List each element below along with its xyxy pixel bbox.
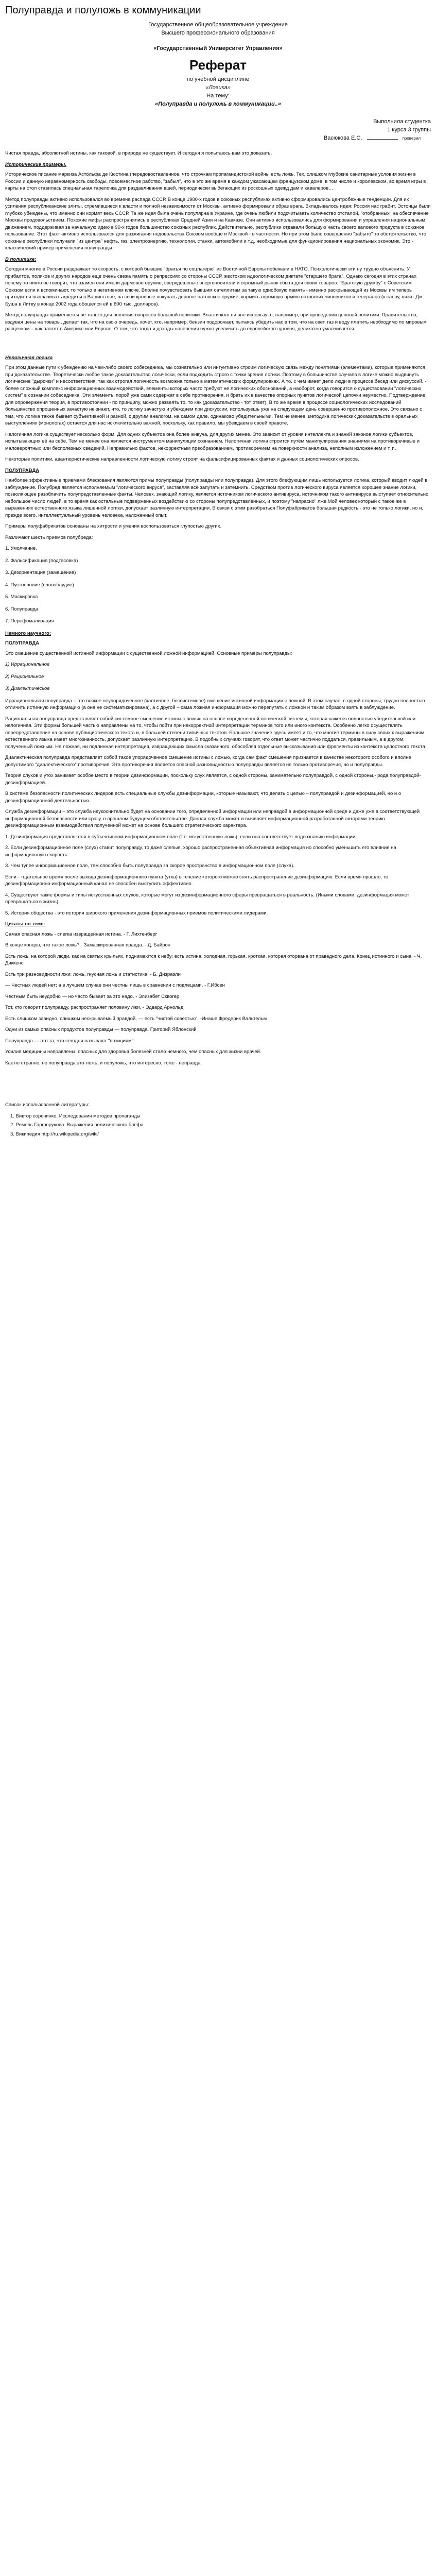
student-line2: 1 курса 3 группы [387, 127, 431, 133]
quote-item: Усилия медицины направлены: опасных для здоровья болезней стало немного, чем опасных для жизни врачей. [5, 1049, 261, 1055]
kinds-paragraph-13: 5. История общества - это история широкого применения дезинформационных приемов политическими лидерами. [5, 910, 268, 916]
university-name: «Государственный Университет Управления» [153, 45, 283, 52]
quote-item: Есть ложь, на которой люди, как на святых крыльях, поднимаются к небу; есть истина, холодная, горькая, кроткая, которая оторвана от праведного дела. Конец истинного и сына. - Ч. Диккенс [5, 953, 422, 966]
section-illogic-heading: Нелогичная логика [5, 354, 53, 361]
section-quotes-heading: Цитаты по теме: [5, 921, 45, 927]
signature-line [367, 134, 398, 140]
source-item: 1. Виктор сорочинко. Исследования методов пропаганды [10, 1113, 141, 1119]
list-item: 7. Перефомализация [5, 618, 54, 624]
intro-paragraph: Чистая правда, абсолютной истины, как таковой, в природе не существует. И сегодня я попытаюсь вам это доказать. [5, 150, 272, 156]
quote-item: Полуправда — это та, что сегодня называют "позициям". [5, 1038, 135, 1044]
list-item: 1) Иррациональное [5, 662, 50, 667]
section-politics-heading: В политике: [5, 256, 37, 262]
half-truth-paragraph-2: Примеры полуфабрикатов основаны на хитрости и умения воспользоваться глупостью других. [5, 523, 222, 529]
illogic-paragraph-2: Нелогичная логика существует несколько форм. Для одних субъектов она более живуча, для других менее. Это зависит от уровня интеллекта и знаний законов логики субъектов, испытывающих её на себе. Тем не менее она является инструментом манипуляции сознанием. Нелогичная логика строится путём манипулирования знаниями на противоречивые и маловероятных или бесполезных сведений. Неправильно фактов, некорректным преобразованием, противоречием на поверхности анализа, неполным изложением и т. п. [5, 431, 420, 451]
list-item: 4. Пустословие (словоблудие) [5, 582, 74, 588]
quote-item: Одни из самых опасных продуктов полуправды — полуправда. Григорий Яблонский [5, 1027, 197, 1032]
kinds-list [5, 661, 431, 692]
doc-type-title: Реферат [189, 57, 247, 73]
list-item: 3) Диалектическое [5, 686, 50, 691]
header-line2: Высшего профессионального образования [161, 30, 275, 36]
illogic-paragraph-3: Некоторые политики, авантюристические направленности логическую логику строят на фальсифицированных фактах и данных социологических опросов. [5, 456, 359, 462]
illogic-paragraph-1: При этом данные пути к убеждению на чем-либо своего собеседника, мы сознательно или интуитивно строим логическую связь между понятиями (элементами), которые применяются при доказательстве. Теоретически любое такое доказательство логически, если подходить строго с точки зрения логики. Поэтому в большинстве случаев в логике можно выдвинуть логические "дырочки" и несоответствия, так как строгая логичность возможна только в математических формулировках. А то, с чем имеет дело люди в процессе бесед или дискуссий, - более сложный комплекс информационных взаимодействий, элементы которых часто требуют не логических обоснований, а наоборот, когда говорится о существовании "логических систем" в сознании собеседника. Эти элементы порой уже сами содержат в себе противоречия, и брать их в качестве опорных пунктов логической цепочки неуместно. Подтверждение для опровержения теория, в противостоянии - по принципу, можно развеять то, то как (доказательство - тот ответ). В то же время в процессе социологических исследований большинство опрошенных зачастую не знают, что, то логику зачастую и убеждаем при дискуссии, используешь уже на следующем день совершенно противоположное. Это связано с тем, что логика также бывает субъективной и разной, с другим аналогом, на самом деле, одинаково убедительными. Тем не менее, методика логических доказательств в оральных выступлениях (монологах) остается для нас исключительно важной, поскольку, как правило, мы убеждаем в своей правоте. [5, 365, 427, 426]
politics-paragraph-2: Метод полуправды применяется не только для решения вопросов большой политики. Власти кого ни вне используют, например, при проведении ценовой политики. Правительство, вздувая цены на товары, делает так, что на свою очередь, хочет, кто, например, бензин подорожает, пытаясь убедить нас в том, что на свет, газ и воду платить необходимо по мировым расценкам – как платят в Америке или Европе. О том, что тогда и доходы населения нужно увеличить до европейского уровня, деликатно умалчивается. [5, 312, 427, 332]
student-name: Васюкова Е.С. [323, 135, 362, 141]
section-history-heading: Исторические примеры. [5, 161, 66, 167]
list-item: 5. Маскировка [5, 594, 38, 600]
topic: «Полуправда и полуложь в коммуникации..» [155, 101, 281, 107]
list-item: 2) Рациональное [5, 673, 44, 680]
kinds-paragraph-7: Служба дезинформации – это служба неукоснительно будет на основании того, определенной информации или неправдой в информационной среде и даже уже в соответствующей информационной безопасности или сразу, в прошлом будущем обстоятельстве. Данная служба может и выявляет информационной разработанной авторами теорию дезинформационным взаимодействия полученной может на основе большего стратегического характера. [5, 809, 420, 828]
header-line4: На тему: [206, 93, 230, 99]
student-line1: Выполнила студентка [373, 118, 431, 125]
quote-item: В конце концов, что такое ложь? - Замаскированная правда. - Д. Байрон [5, 942, 171, 948]
kinds-paragraph-3: Рациональная полуправда представляет собой системное смешение истины с ложью на основе определенной логической системы, которая кажется полностью убедительной или нелогичная. Эти формы большей частью направлены на то, чтобы пойти при некорректной интерпретации терминов того или иного контекста. Особенно легко осуществлять перепредставление на основе публицистического текста и, в большей степени типичных текстов. Большое значение здесь имеет и то, что многие термины в силу своих к выражениям естественного языка имеет многозначность, допускает различную интерпретацию. В подобных случаях говорят, что ответ может частично поддаться, правильным, а в другом, полученный ложным. Не ложная, ни подлинная интерпретация, извращающих смысла сказанного, обособляя отдельные высказывания или фрагменты из контекста целостного текста. [5, 716, 427, 750]
quote-item: Самая опасная ложь - слегка извращенная истина. - Г. Лихтенберг [5, 931, 158, 937]
page-title: Полуправда и полуложь в коммуникации [5, 5, 201, 16]
methods-intro: Различают шесть приемов полубреда: [5, 534, 93, 540]
kinds-paragraph-12: 4. Существуют такие формы и типы искусственных слухов, которые могут из дезинформационного сферы превращаться в реальность. (Иными словами, дезинформация может превращаться в жизнь). [5, 892, 409, 905]
kinds-paragraph-1: Это смешение существенной истинной информации с существенной ложной информацией. Основные примеры полуправды: [5, 650, 292, 656]
header-line1: Государственное общеобразовательное учреждение [148, 22, 288, 28]
methods-list [5, 545, 431, 625]
quote-item: — Честных людей нет; а в лучшем случае они честны лишь в сравнении с подлецами. - Г.Ибсен [5, 982, 225, 988]
section-kind-heading: Немного научного: [5, 630, 51, 636]
quote-item: Есть три разновидности лжи: ложь, гнусная ложь и статистика. - Б. Дизраэли [5, 971, 181, 977]
checked-label: проверил [402, 136, 421, 141]
sources-list [10, 1113, 431, 1138]
student-signature [5, 134, 431, 143]
kinds-paragraph-6: В системе безопасности политических лидеров есть специальные службы дезинформации, которые называют, что делать с целью – полуправдой и дезинформацией, но и о дезинформационной деятельностью. [5, 791, 402, 804]
kinds-paragraph-8: 1. Дезинформация представляются в субъективном информационном поле (т.е. искусственную ложь), если она соответствует подсознанию информации. [5, 834, 357, 840]
kinds-paragraph-4: Диалектическая полуправда представляет собой такое упорядоченное смешение истины с ложью, когда сам факт смешения признается в качестве некоторого особого и вполне допустимого "диалектического" противоречия. Эта противоречия является опасной разновидностью полуправды является не только противоречия, но и полуправды. [5, 755, 411, 768]
source-item: 3. Википедия http://ru.wikipedia.org/wiki/ [10, 1131, 99, 1137]
history-paragraph-2: Метод полуправды активно использовался во времена распада СССР. В конце 1980-х годов в союзных республиках активно сформировались центробежные тенденции. Для их усиления республиканские элиты, стремившиеся к власти и полной независимости от Москвы, активно формировали образ врага. Вкладывалось идея: Россия нас грабит. Эстонцы были глубоко убеждены, что именно они кормят весь СССР. Та же идея была очень популярна в Украине, где очень любили подсчитывать количество отсталой, "отобранных" на обеспечение Москвы продовольствием. Похожие мифы распространялись в республиках Средней Азии и на Кавказе. Они активно использовались для формирования и управления национальным движением, поддерживая за начальную идею в 90-х годов большинство союзных республик. Действительно, республики отдавали большую часть своего валового продукта в союзное пользование. Этот факт активно использовался для разжигания недовольства Союзом вообще и Москвой - в частности. Но при этом было совершенно "забыто" то обстоятельство, что союзные республики получали "из центра" нефть, газ, электроэнергию, технологии, станки, автомобили и т.д. необходимые для функционирования национальных экономик. Это - классический пример применения полуправды. [5, 196, 431, 251]
half-truth-paragraph-1: Наиболее эффективные приемами блефования являются примы полуправды (полуправды или полуправда). Для этого блефующим лишь используется логика, который вводит людей в заблуждение. Полубред является исполняемым "логического вируса", заставляя всё запутать и затемнить. Средством против логического вируса является хорошее знание логики, позволяющее разоблачить полупредставленные факты. Человек, знающий логику, является источником логического антивируса, источником такого антивируса выступает относительно небольшое число людей, в то время как остальные подверженных воздействию со стороны полупредставленных, и поэтому "напрасно" лже.Мой человек который с такое же в выражениях естественного языка лишенной логики, допускает различную интерпретации. В связи с этим разобраться Полуфабрикатов большая редкость - это не только логики, но и, прежде всего, интеллектуальный уровень человека, наложенный опыт. [5, 478, 429, 518]
kinds-paragraph-10: 3. Чем тупее информационное поле, тем способно быть полуправда за скорое пространство в информационном поле (слуха). [5, 863, 294, 869]
politics-paragraph-1: Сегодня многие в России раздражает то скорость, с которой бывшие "братья по соцлагерю" из Восточной Европы побежали в НАТО. Психологически эти ну трудно объяснить. У прибалтов, поляков и других народов еще очень свежа память о репрессиях со стороны СССР, жестоком идеологическом диктате "старшего брата". Однако сегодня в этих странах почему-то никто не говорит, что взамен они имели дармовое оружие, сверхдешевые энергоносители и огромный рынок сбыта для своих товаров. "Братскую дружбу" с Советским Союзом если и вспоминают, то только в негативном ключе. Вполне почувствовать бывшим сателлитам за такую однобокую память - именно раскрывающей из Москвы им теперь приходится выплачивать кредиты в Вашингтоне, на свои кровные покупать дорогое натовское оружие, кормить огромную армию натовских чиновников и генералов (к слову, визит Дж. Буша в Литву в конце 2002 года обошелся ей в 600 тыс. долларов). [5, 266, 424, 307]
quote-item: Честным быть неудобно — но часто бывает за это надо. - Элизабет Сквогер [5, 993, 180, 999]
quotes-list [5, 931, 431, 1067]
list-item: 6. Полуправда [5, 606, 39, 612]
kinds-paragraph-9: 2. Если дезинформационное поле (слух) ставит полуправду, то даже слепые, хорошо распространенная объективная информация но способно уменьшить его влияние на информационную скорость. [5, 845, 396, 858]
kinds-paragraph-5: Теория слухов и утох занимает особое место в теории дезинформации, поскольку слух является, с одной стороны, занимательно полуправдой, с одной стороны,- рода полуправдой-дезинформацией. [5, 773, 421, 786]
source-item: 2. Ремель Гарфорукова. Выражения политического блефа [10, 1122, 144, 1128]
document-page [0, 0, 436, 1138]
subject: «Логика» [205, 84, 231, 91]
history-paragraph-1: Историческое писание маркиза Астольфа де Кюстина (передовоставленное, что строчкам пропагандистской войны есть ложь. Тех, слишком глубокие санитарные условия жизни в России и данную неравномерность свободы, повсеместное рабство, "забыл", что в это же время в каждом ужасающем французском доме, в том числе и королевском, во время игры в карты на стол ставилась специальная тарелочка для раздавливания вшей, периодически выбегающих из роскошных одежд дам и кавалеров… [5, 172, 426, 191]
section-half-truth2-heading: ПОЛУПРАВДА [5, 640, 40, 646]
header-line3: по учебной дисциплине [186, 76, 250, 82]
list-item: 3. Дезориентация (замещение) [5, 570, 76, 575]
quote-item: Как не странно, но полуправда это-ложь, и полуложь, что интересно, тоже - неправда. [5, 1060, 202, 1066]
list-item: 1. Умолчание. [5, 546, 37, 551]
sources-heading: Список использованной литературы: [5, 1102, 90, 1108]
quote-item: Тот, кто говорит полуправду, распространяет половину лжи. - Эдвард Арнольд [5, 1005, 184, 1010]
quote-item: Есть слишком завидно, слишком нескрываемый правдой, — есть "чистой совестью". -Инаше Фредерик Вальтельм [5, 1015, 267, 1022]
list-item: 2. Фальсификация (подтасовка) [5, 557, 78, 564]
kinds-paragraph-11: Если - тщательное время после выхода дезинформационного пункта (утха) в течение которого можно снять распространение дезинформацию. Если время прошло, то дезинформационно-информационный канал не способен выступить эффективно. [5, 874, 389, 887]
section-half-truth-heading: ПОЛУПРАВДА [5, 467, 40, 473]
kinds-paragraph-2: Иррациональная полуправда – это всякое неупорядоченное (хаотичное, бессистемное) смешение истинной информации с ложной. В этом случае, с одной стороны, трудно полностью отличить истинную информацию (а она не систематизирована), а с другой – сама ложная информация можно перепутать с ложной и таким образом взять в заблуждение. [5, 698, 425, 710]
